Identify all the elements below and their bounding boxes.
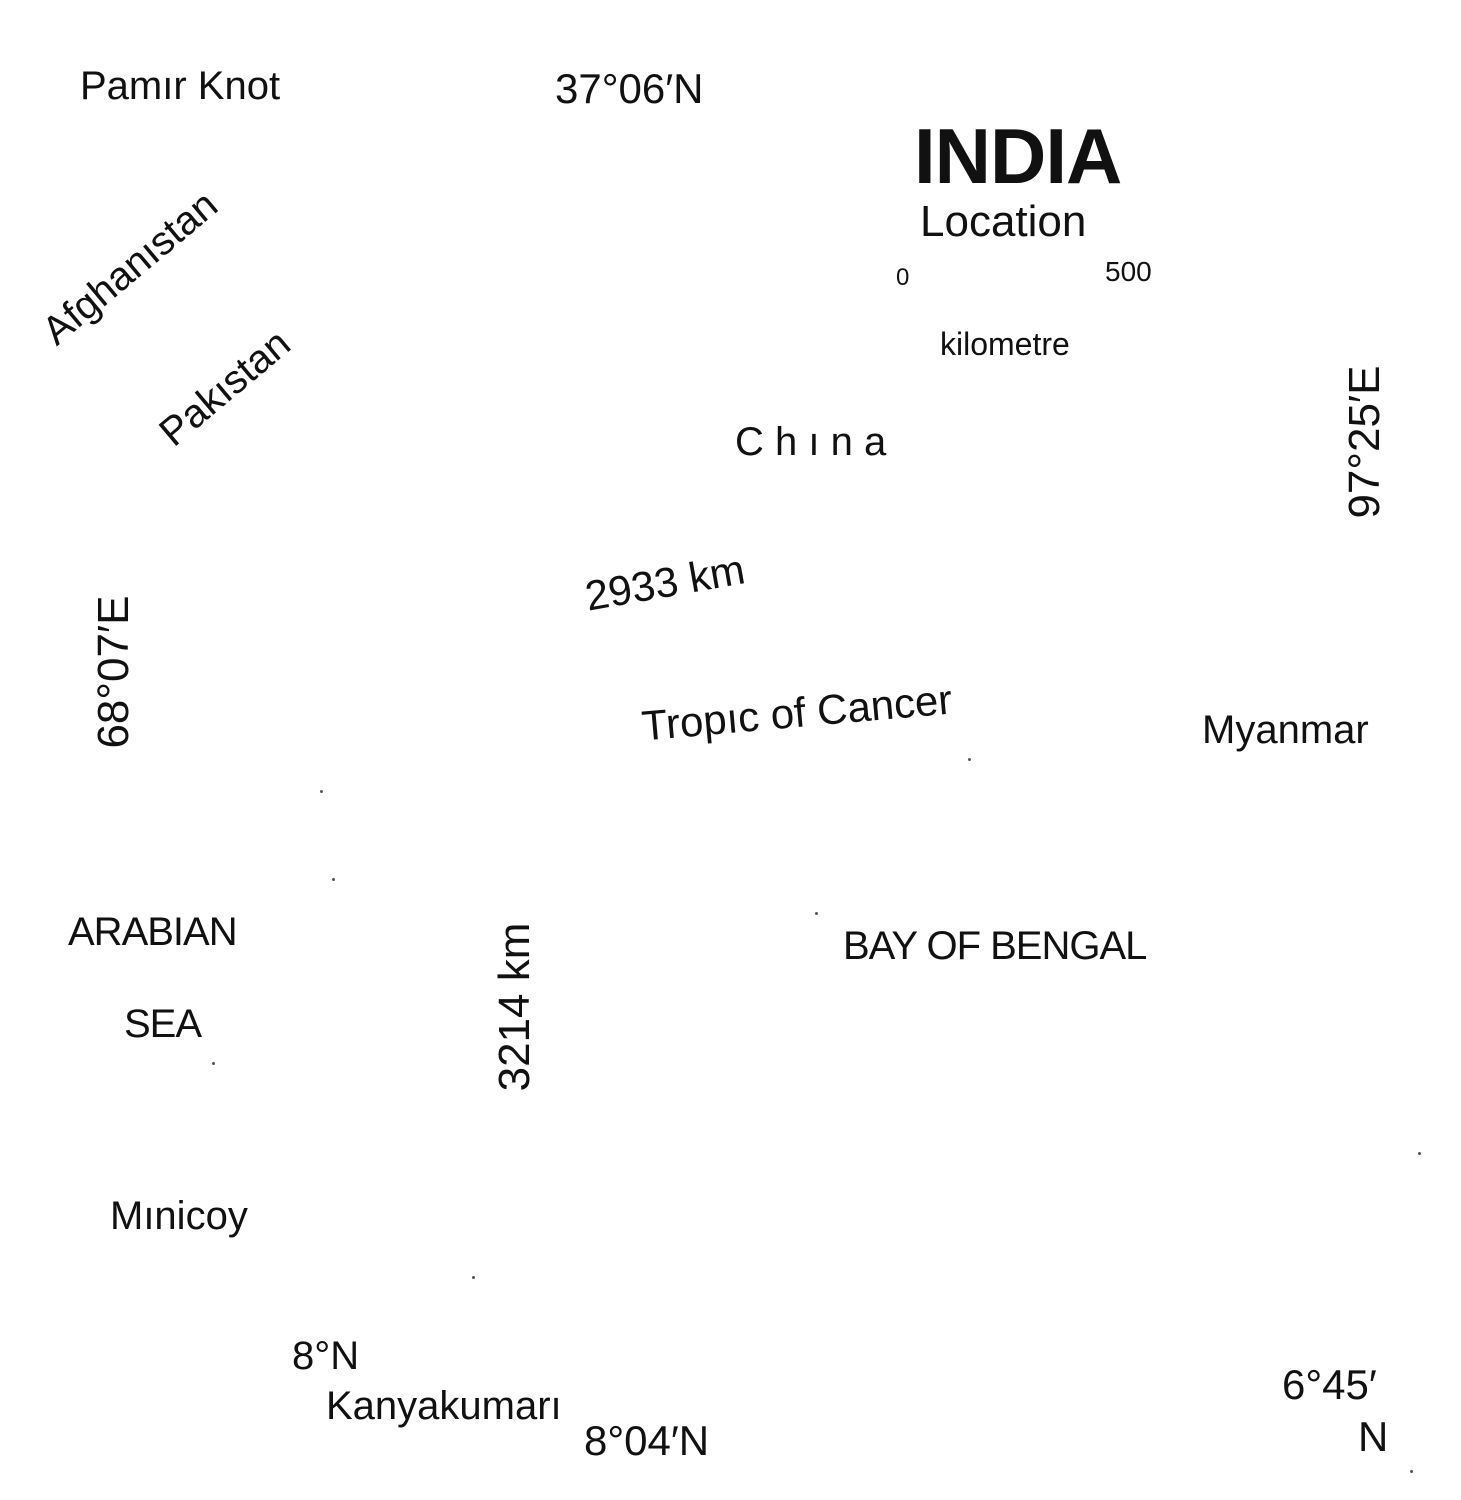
- pamir-knot-label: Pamır Knot: [80, 64, 281, 108]
- south-latitude-east-label: 6°45′: [1282, 1361, 1377, 1408]
- north-latitude-label: 37°06′N: [555, 65, 704, 112]
- south-latitude-minicoy-label: 8°N: [292, 1334, 360, 1378]
- scan-speck: [320, 790, 323, 793]
- scan-speck: [1410, 1470, 1413, 1473]
- pakistan-label: Pakıstan: [151, 321, 299, 455]
- afghanistan-label: Afghanıstan: [34, 182, 226, 354]
- scan-speck: [332, 878, 335, 881]
- east-west-distance-label: 2933 km: [581, 545, 749, 620]
- map-subtitle: Location: [920, 197, 1087, 246]
- north-south-distance-label: 3214 km: [490, 922, 539, 1092]
- bay-of-bengal-label: BAY OF BENGAL: [843, 924, 1147, 968]
- arabian-sea-label-line2: SEA: [124, 1002, 202, 1046]
- south-latitude-kanyakumari-label: 8°04′N: [584, 1417, 710, 1464]
- scan-speck: [472, 1276, 475, 1279]
- kanyakumari-label: Kanyakumarı: [326, 1384, 562, 1428]
- south-latitude-east-n-label: N: [1358, 1413, 1389, 1460]
- west-longitude-label: 68°07′E: [89, 595, 138, 749]
- east-longitude-label: 97°25′E: [1340, 365, 1389, 519]
- arabian-sea-label-line1: ARABIAN: [68, 910, 237, 954]
- scale-unit: kilometre: [940, 326, 1070, 362]
- map-title: INDIA: [914, 112, 1122, 200]
- scan-speck: [1418, 1152, 1421, 1155]
- myanmar-label: Myanmar: [1202, 708, 1369, 752]
- scale-end: 500: [1105, 256, 1152, 287]
- tropic-of-cancer-label: Tropıc of Cancer: [639, 675, 955, 750]
- scan-speck: [815, 912, 818, 915]
- minicoy-label: Mınicoy: [110, 1194, 248, 1238]
- scan-speck: [212, 1062, 215, 1065]
- china-label: C h ı n a: [735, 420, 887, 464]
- scan-speck: [968, 758, 971, 761]
- scale-start: 0: [896, 264, 910, 291]
